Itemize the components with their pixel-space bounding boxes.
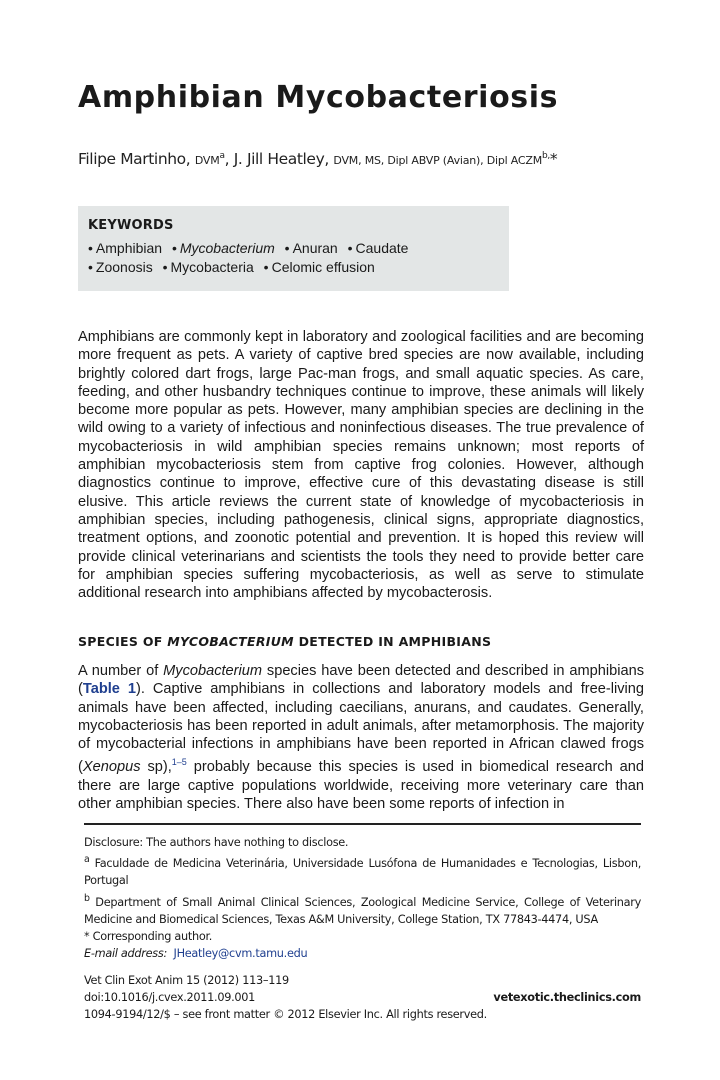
corresponding-author: * Corresponding author. bbox=[84, 930, 213, 944]
keyword: Zoonosis bbox=[95, 259, 153, 275]
text-run: probably because this species is used in biomedical research and there are large captive populations worldwide, receiving more veterinary care than other amphibian species. There also have been some reports of infection in bbox=[78, 759, 645, 812]
section-heading-italic: MYCOBACTERIUM bbox=[167, 634, 294, 649]
keyword: Anuran bbox=[292, 240, 338, 256]
bullet: • bbox=[171, 240, 177, 256]
bullet: • bbox=[263, 259, 269, 275]
affiliation-b-mark: b bbox=[84, 892, 90, 904]
section-heading bbox=[78, 634, 491, 649]
footnote-divider bbox=[84, 823, 641, 825]
keyword: Amphibian bbox=[95, 240, 163, 256]
bullet: • bbox=[88, 240, 93, 256]
author-line bbox=[78, 150, 557, 168]
copyright: 1094-9194/12/$ – see front matter © 2012 Elsevier Inc. All rights reserved. bbox=[84, 1008, 487, 1021]
text-run: species have been detected and described in amphibians ( bbox=[78, 663, 644, 698]
article-title: Amphibian Mycobacteriosis bbox=[78, 80, 559, 115]
keyword: Mycobacteria bbox=[170, 259, 254, 275]
affiliation-b bbox=[84, 890, 641, 928]
keyword: Caudate bbox=[355, 240, 409, 256]
journal-info bbox=[84, 972, 641, 1023]
author-2-credentials: DVM, MS, Dipl ABVP (Avian), Dipl ACZM bbox=[333, 154, 543, 167]
author-1-name: Filipe Martinho, bbox=[78, 150, 191, 168]
keyword: Celomic effusion bbox=[271, 259, 375, 275]
author-2-name: J. Jill Heatley, bbox=[233, 150, 329, 168]
text-run-italic: Mycobacterium bbox=[163, 663, 263, 679]
affiliation-b-text: Department of Small Animal Clinical Sciences, Zoological Medicine Service, College of Veterinary Medicine and Biomedical Sciences, Texas A&M University, College Station, TX 77843-4474, USA bbox=[84, 895, 641, 926]
doi[interactable]: doi:10.1016/j.cvex.2011.09.001 bbox=[84, 991, 256, 1004]
keywords-heading: KEYWORDS bbox=[88, 218, 174, 233]
text-run-italic: Xenopus bbox=[82, 759, 141, 776]
author-1-affiliation-mark: a bbox=[219, 150, 225, 161]
section-paragraph bbox=[78, 662, 644, 813]
corresponding-star: * bbox=[549, 150, 558, 168]
author-2-affiliation-mark: b, bbox=[542, 150, 550, 161]
section-heading-pre: SPECIES OF bbox=[78, 634, 168, 649]
bullet: • bbox=[162, 259, 168, 275]
table-1-link[interactable]: Table 1 bbox=[82, 681, 136, 698]
author-1-credentials: DVM bbox=[194, 154, 220, 167]
section-heading-post: DETECTED IN AMPHIBIANS bbox=[293, 634, 492, 649]
email-label: E-mail address: bbox=[84, 947, 167, 961]
keywords-line-2 bbox=[88, 258, 499, 277]
journal-site-link[interactable]: vetexotic.theclinics.com bbox=[493, 991, 641, 1004]
disclosure: Disclosure: The authors have nothing to disclose. bbox=[84, 836, 349, 849]
doi-row bbox=[84, 989, 641, 1006]
keywords-box bbox=[78, 206, 509, 291]
abstract-paragraph: Amphibians are commonly kept in laboratory and zoological facilities and are becoming more frequent as pets. A variety of captive bred species are now available, including brightly colored dart frogs, large Pac-man frogs, and small aquatic species. As care, feeding, and other husbandry techniques continue to improve, these animals will likely become more popular as pets. However, many amphibian species are declining in the wild owing to a variety of infectious and noninfectious diseases. The true prevalence of mycobacteriosis in wild amphibian species remains unknown; most reports of amphibian mycobacteriosis stem from captive frog colonies. However, although diagnostics continue to improve, effective cure of this devastating disease is still elusive. This article reviews the current state of knowledge of mycobacteriosis in amphibian species, including pathogenesis, clinical signs, appropriate diagnostics, treatment options, and zoonotic potential and prevention. It is hoped this review will provide clinical veterinarians and scientists the tools they need to provide better care for amphibian species suffering mycobacteriosis, as well as serve to stimulate additional research into amphibians affected by mycobacterosis. bbox=[78, 329, 644, 602]
reference-link[interactable]: 1–5 bbox=[171, 757, 187, 768]
affiliation-a-mark: a bbox=[84, 854, 90, 866]
email-link[interactable]: JHeatley@cvm.tamu.edu bbox=[173, 947, 308, 961]
bullet: • bbox=[347, 240, 353, 256]
footnotes bbox=[84, 834, 641, 963]
author-separator: , bbox=[224, 150, 230, 168]
bullet: • bbox=[284, 240, 290, 256]
affiliation-a-text: Faculdade de Medicina Veterinária, Universidade Lusófona de Humanidades e Tecnologias, Lisbon, Portugal bbox=[84, 857, 641, 888]
journal-citation: Vet Clin Exot Anim 15 (2012) 113–119 bbox=[84, 974, 289, 987]
keyword: Mycobacterium bbox=[179, 240, 275, 256]
text-run: sp), bbox=[140, 759, 172, 776]
text-run: A number of bbox=[78, 663, 164, 679]
text-run: ). Captive amphibians in collections and laboratory models and free-living animals have been affected, including caecilians, anurans, and caudates. Generally, mycobacteriosis has been reported in adult animals, after metamorphosis. The majority of mycobacterial infections in amphibians have been reported in African clawed frogs ( bbox=[78, 681, 644, 776]
email-line bbox=[84, 945, 641, 962]
keywords-line-1 bbox=[88, 239, 499, 258]
bullet: • bbox=[88, 259, 93, 275]
affiliation-a bbox=[84, 851, 641, 889]
